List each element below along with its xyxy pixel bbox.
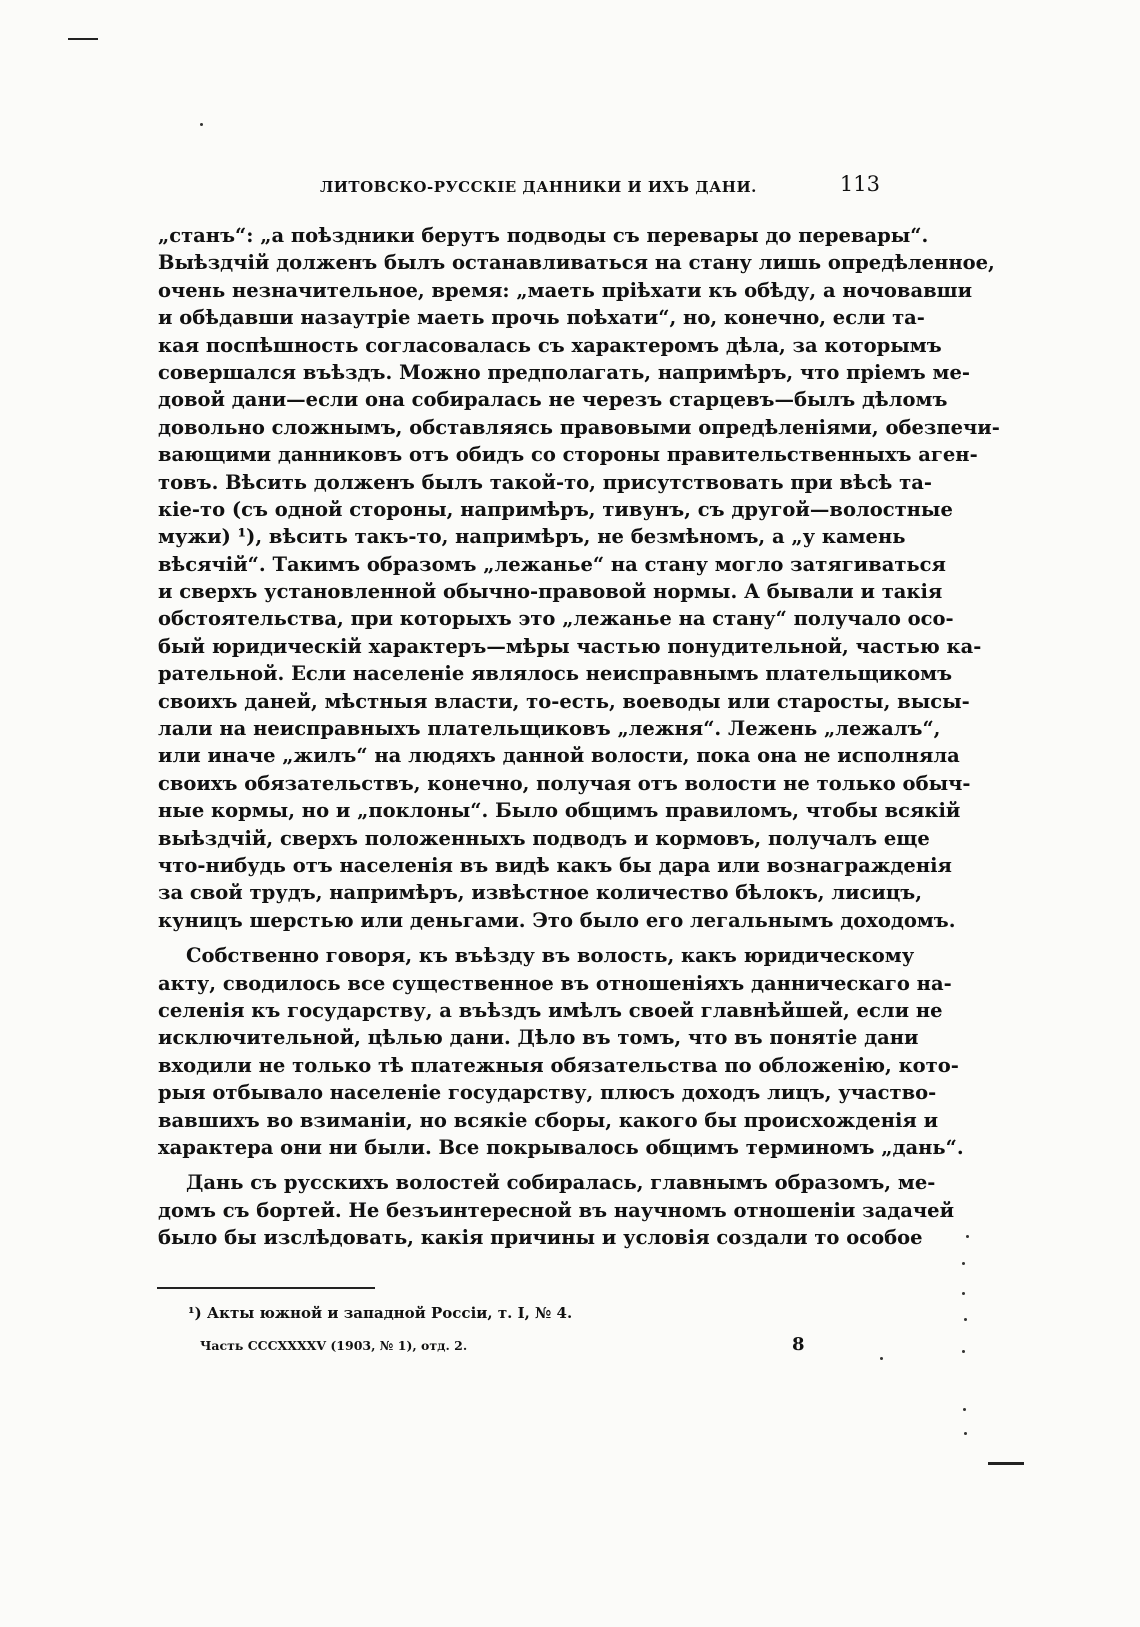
text-line: кая поспѣшность согласовалась съ характеромъ дѣла, за которымъ [158, 333, 942, 357]
scan-edge-mark [68, 38, 98, 40]
scan-speck [962, 1262, 965, 1265]
text-line: куницъ шерстью или деньгами. Это было его легальнымъ доходомъ. [158, 908, 956, 932]
text-line: „станъ“: „а поѣздники берутъ подводы съ перевары до перевары“. [158, 224, 929, 247]
scan-edge-mark [988, 1462, 1024, 1465]
text-line: очень незначительное, время: „маеть пріѣхати къ обѣду, а ночовавши [158, 278, 973, 302]
text-line: рательной. Если населеніе являлось неисправнымъ плательщикомъ [158, 662, 953, 686]
text-line: исключительной, цѣлью дани. Дѣло въ томъ, что въ понятіе дани [158, 1026, 919, 1050]
running-title: ЛИТОВСКО-РУССКІЕ ДАННИКИ И ИХЪ ДАНИ. [320, 178, 757, 196]
text-line: выѣздчій, сверхъ положенныхъ подводъ и кормовъ, получалъ еще [158, 826, 930, 850]
scan-speck [966, 1235, 969, 1238]
text-line: вѣсячій“. Такимъ образомъ „лежанье“ на стану могло затягиваться [158, 552, 946, 576]
text-line: бый юридическій характеръ—мѣры частью понудительной, частью ка- [158, 634, 982, 658]
scan-speck [964, 1432, 967, 1435]
text-line: кіе-то (съ одной стороны, напримѣръ, тивунъ, съ другой—волостные [158, 497, 953, 521]
page-header [320, 172, 880, 202]
text-line: вающими данниковъ отъ обидъ со стороны правительственныхъ аген- [158, 443, 978, 467]
signature-number: 8 [792, 1334, 805, 1355]
scan-speck [200, 123, 203, 126]
text-line: совершался въѣздъ. Можно предполагать, напримѣръ, что пріемъ ме- [158, 360, 970, 384]
scan-speck [964, 1318, 967, 1321]
text-line: своихъ даней, мѣстныя власти, то-есть, воеводы или старосты, высы- [158, 689, 970, 713]
text-line: лали на неисправныхъ плательщиковъ „лежня“. Лежень „лежалъ“, [158, 717, 941, 741]
text-line: Дань съ русскихъ волостей собиралась, главнымъ образомъ, ме- [186, 1171, 936, 1195]
page-number: 113 [839, 172, 880, 196]
scan-speck [962, 1292, 965, 1295]
text-line: своихъ обязательствъ, конечно, получая отъ волости не только обыч- [158, 771, 971, 795]
text-line: домъ съ бортей. Не безъинтересной въ научномъ отношеніи задачей [158, 1198, 955, 1222]
text-line: ные кормы, но и „поклоны“. Было общимъ правиломъ, чтобы всякій [158, 799, 961, 823]
text-line: акту, сводилось все существенное въ отношеніяхъ данническаго на- [158, 971, 952, 995]
main-text [158, 222, 1000, 1251]
printer-signature: Часть CCCXXXXV (1903, № 1), отд. 2. [200, 1338, 468, 1353]
text-line: или иначе „жилъ“ на людяхъ данной волости, пока она не исполняла [158, 744, 960, 768]
scan-speck [963, 1408, 966, 1411]
text-line: и обѣдавши назаутріе маеть прочь поѣхати“, но, конечно, если та- [158, 306, 925, 330]
text-line: товъ. Вѣсить долженъ былъ такой-то, присутствовать при вѣсѣ та- [158, 470, 932, 494]
text-line: вавшихъ во взиманіи, но всякіе сборы, какого бы происхожденія и [158, 1108, 939, 1132]
text-line: что-нибудь отъ населенія въ видѣ какъ бы дара или вознагражденія [158, 853, 952, 877]
text-line: входили не только тѣ платежныя обязательства по обложенію, кото- [158, 1053, 959, 1077]
scan-speck [962, 1350, 965, 1353]
text-line: и сверхъ установленной обычно-правовой нормы. А бывали и такія [158, 580, 943, 604]
scan-speck [880, 1357, 883, 1360]
footnote-rule [157, 1287, 375, 1289]
text-line: Собственно говоря, къ въѣзду въ волость, какъ юридическому [186, 944, 915, 968]
text-line: довольно сложнымъ, обставляясь правовыми опредѣленіями, обезпечи- [158, 415, 1000, 439]
text-line: мужи) ¹), вѣсить такъ-то, напримѣръ, не безмѣномъ, а „у камень [158, 525, 906, 549]
text-line: обстоятельства, при которыхъ это „лежанье на стану“ получало осо- [158, 607, 954, 631]
text-line: было бы изслѣдовать, какія причины и условія создали то особое [158, 1226, 923, 1250]
text-line: селенія къ государству, а въѣздъ имѣлъ своей главнѣйшей, если не [158, 998, 943, 1022]
footnote: ¹) Акты южной и западной Россіи, т. I, № 4. [188, 1304, 573, 1322]
text-line: довой дани—если она собиралась не черезъ старцевъ—былъ дѣломъ [158, 388, 948, 412]
text-line: рыя отбывало населеніе государству, плюсъ доходъ лицъ, участво- [158, 1081, 937, 1105]
text-line: характера они ни были. Все покрывалось общимъ терминомъ „дань“. [158, 1135, 964, 1159]
text-line: за свой трудъ, напримѣръ, извѣстное количество бѣлокъ, лисицъ, [158, 881, 923, 905]
text-line: Выѣздчій долженъ былъ останавливаться на стану лишь опредѣленное, [158, 251, 995, 275]
